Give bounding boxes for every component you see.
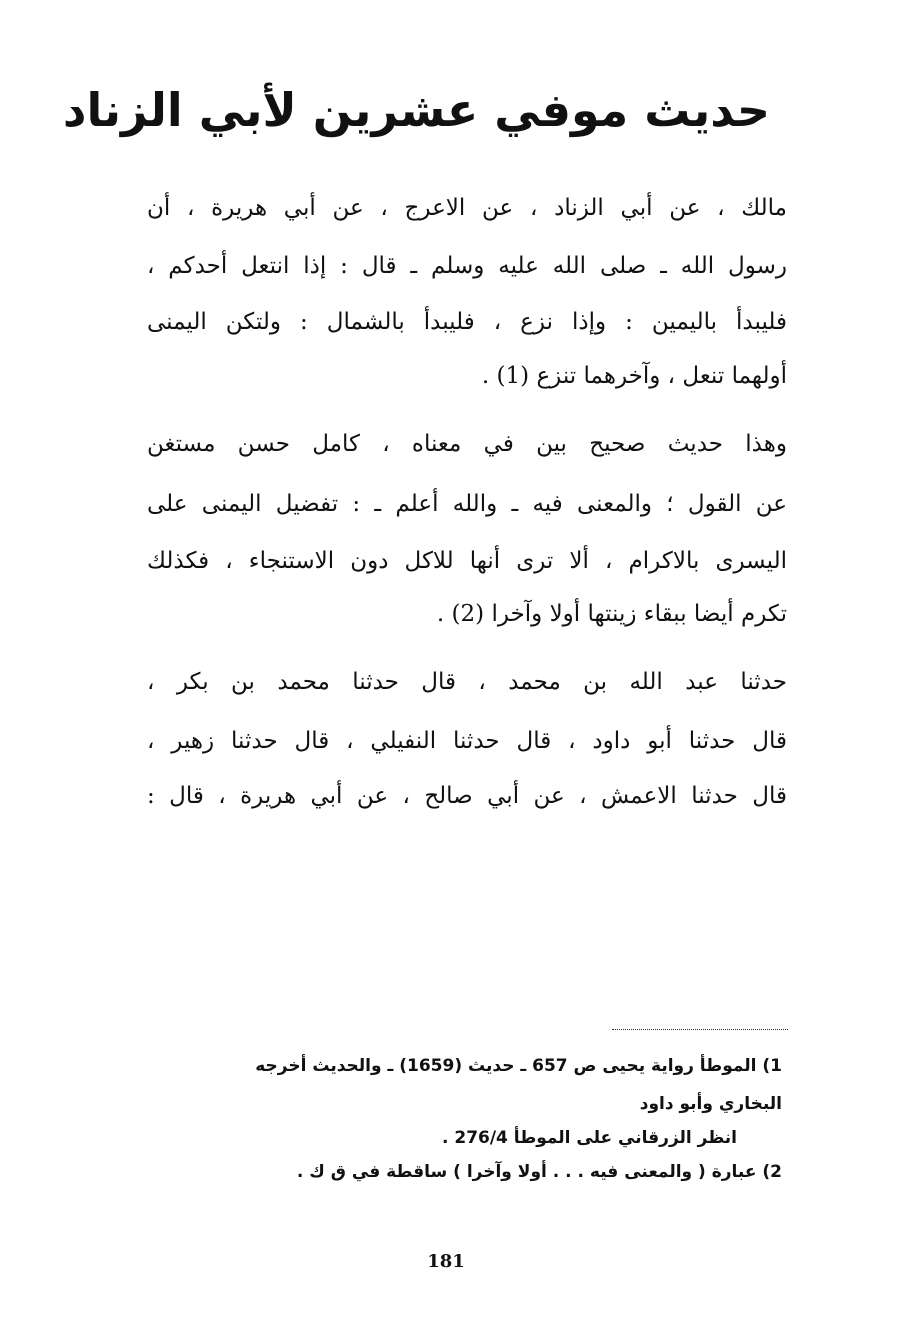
footnote-line: 2) عبارة ( والمعنى فيه . . . أولا وآخرا ) ساقطة في ق ك .	[296, 1162, 782, 1182]
body-line: فليبدأ باليمين : وإذا نزع ، فليبدأ بالشمال : ولتكن اليمنى	[147, 309, 787, 335]
page-title: حديث موفي عشرين لأبي الزناد	[62, 83, 770, 137]
body-line: قال حدثنا الاعمش ، عن أبي صالح ، عن أبي هريرة ، قال :	[147, 783, 787, 809]
footnote-separator	[612, 1029, 788, 1030]
body-line: رسول الله ـ صلى الله عليه وسلم ـ قال : إذا انتعل أحدكم ،	[147, 253, 787, 279]
body-line: حدثنا عبد الله بن محمد ، قال حدثنا محمد بن بكر ،	[147, 669, 787, 695]
body-line: عن القول ؛ والمعنى فيه ـ والله أعلم ـ : تفضيل اليمنى على	[147, 491, 787, 517]
body-line: تكرم أيضا ببقاء زينتها أولا وآخرا (2) .	[436, 601, 787, 627]
page-number: 181	[427, 1251, 465, 1272]
body-line: اليسرى بالاكرام ، ألا ترى أنها للاكل دون الاستنجاء ، فكذلك	[147, 548, 787, 574]
body-line: أولهما تنعل ، وآخرهما تنزع (1) .	[481, 363, 787, 389]
footnote-line: البخاري وأبو داود	[639, 1094, 782, 1114]
footnote-line: انظر الزرقاني على الموطأ 276/4 .	[441, 1128, 737, 1148]
body-line: وهذا حديث صحيح بين في معناه ، كامل حسن مستغن	[147, 431, 787, 457]
body-line: قال حدثنا أبو داود ، قال حدثنا النفيلي ، قال حدثنا زهير ،	[147, 728, 787, 754]
body-line: مالك ، عن أبي الزناد ، عن الاعرج ، عن أبي هريرة ، أن	[147, 195, 787, 221]
footnote-line: 1) الموطأ رواية يحيى ص 657 ـ حديث (1659) ـ والحديث أخرجه	[255, 1056, 782, 1076]
